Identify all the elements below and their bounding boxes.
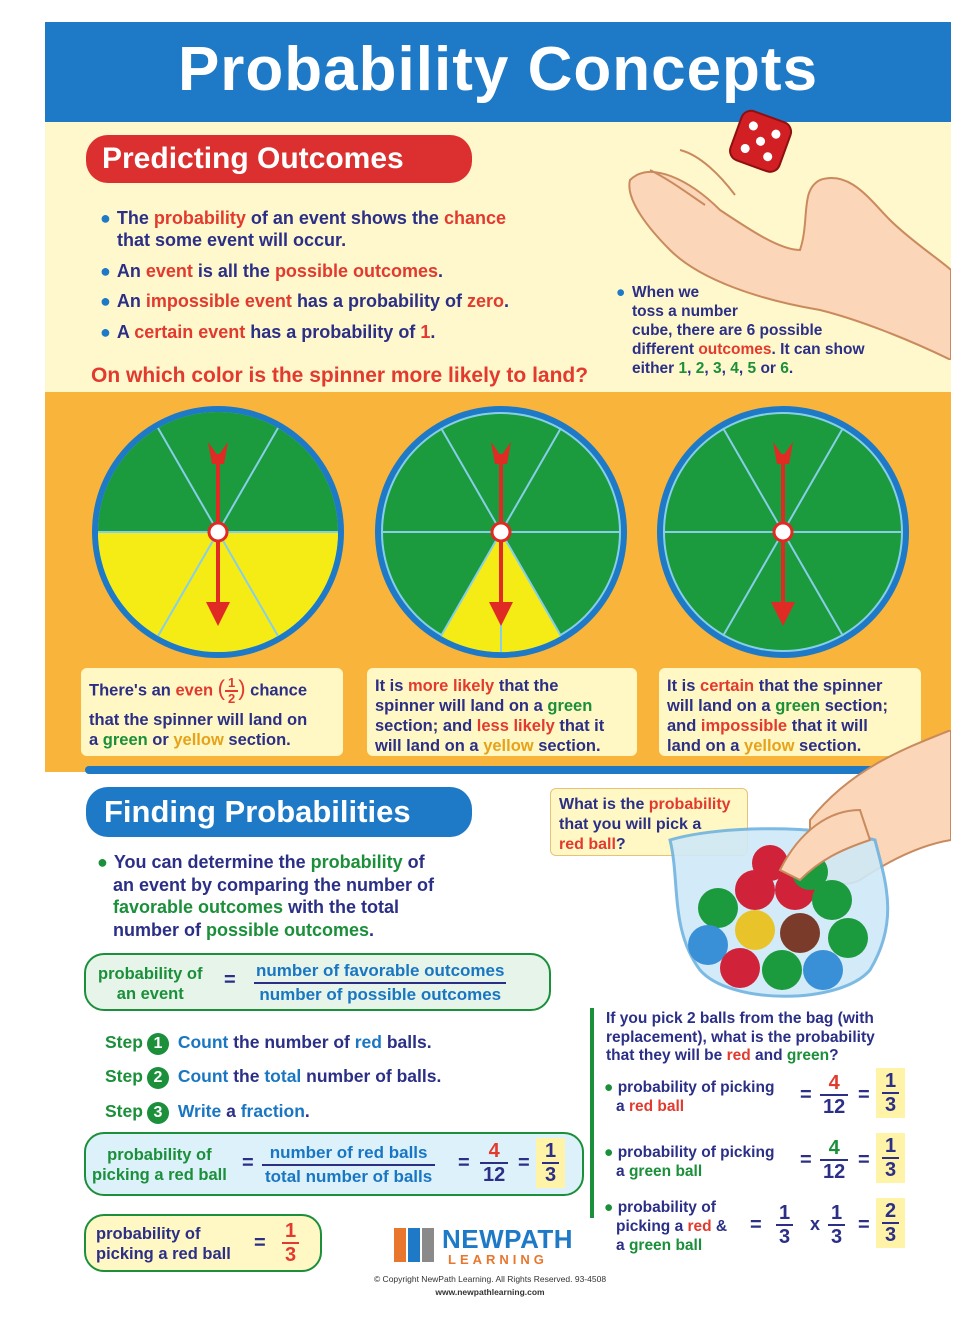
probability-formula-box: probability of an event = number of favorable outcomes number of possible outcomes (84, 953, 551, 1011)
dice-note: ● When we toss a number cube, there are 6 possible different outcomes. It can show either 1, 2, 3, 4, 5 or 6. (616, 284, 865, 377)
spinner-even (90, 404, 346, 660)
step-1: Step 1 Count the number of red balls. (105, 1032, 432, 1055)
answer-box: probability of picking a red ball = $\frac{1}{3}$ (84, 1214, 322, 1272)
bullet-icon: ● (100, 322, 111, 342)
book-logo-icon (392, 1224, 438, 1266)
spinner-question: On which color is the spinner more likely to land? (91, 364, 589, 387)
green-divider (590, 1008, 594, 1218)
bullet-event: ● An event is all the possible outcomes. (100, 261, 443, 281)
spinner-certain (655, 404, 911, 660)
caption-certain: It is certain that the spinner will land on a green section; and impossible that it will land on a yellow section. (659, 668, 921, 756)
replacement-question: If you pick 2 balls from the bag (with replacement), what is the probability that they will be red and green? (606, 1010, 875, 1064)
bullet-icon: ● (100, 208, 111, 228)
bullet-probability: ● The probability of an event shows the chance that some event will occur. (100, 208, 506, 250)
bullet-icon: ● (100, 261, 111, 281)
green-ball-probability-row: ● probability of picking a green ball = $\frac{4}{12}$ = $\frac{1}{3}$ (604, 1133, 914, 1189)
bullet-impossible: ● An impossible event has a probability of zero. (100, 291, 509, 311)
bullet-certain: ● A certain event has a probability of 1. (100, 322, 436, 342)
red-ball-probability-row: ● probability of picking a red ball = $\frac{4}{12}$ = $\frac{1}{3}$ (604, 1068, 914, 1124)
page-title: Probability Concepts (177, 35, 819, 104)
step-3: Step 3 Write a fraction. (105, 1101, 310, 1124)
bullet-icon: ● (97, 852, 108, 872)
finding-probabilities-heading: Finding Probabilities (86, 787, 472, 837)
intro-bullet: ● You can determine the probability of an event by comparing the number of favorable outcomes with the total number of possible outcomes. (97, 852, 435, 940)
copyright: © Copyright NewPath Learning. All Rights Reserved. 93-4508 (373, 1274, 607, 1284)
bullet-icon: ● (100, 291, 111, 311)
bag-question: What is the probability that you will pick a red ball? (550, 788, 748, 856)
die-icon (727, 108, 794, 175)
step-2: Step 2 Count the total number of balls. (105, 1066, 441, 1089)
bag-of-balls-illustration (660, 730, 951, 1010)
caption-more-likely: It is more likely that the spinner will land on a green section; and less likely that it will land on a yellow section. (367, 668, 637, 756)
red-and-green-probability-row: ● probability of picking a red & a green ball = $\frac{1}{3}$ x $\frac{1}{3}$ = $\frac{2}{3}$ (604, 1196, 914, 1256)
newpath-logo: NEWPATH LEARNING (392, 1224, 592, 1268)
red-ball-formula-box: probability of picking a red ball = number of red balls total number of balls = $\frac{4}{12}$ = $\frac{1}{3}$ (84, 1132, 584, 1196)
website-url: www.newpathlearning.com (435, 1287, 545, 1297)
predicting-outcomes-heading: Predicting Outcomes (86, 135, 472, 183)
spinner-more-likely (373, 404, 629, 660)
caption-even: There's an even ( $\frac{1}{2}$ ) chance that the spinner will land on a green or yellow section. (81, 668, 343, 756)
